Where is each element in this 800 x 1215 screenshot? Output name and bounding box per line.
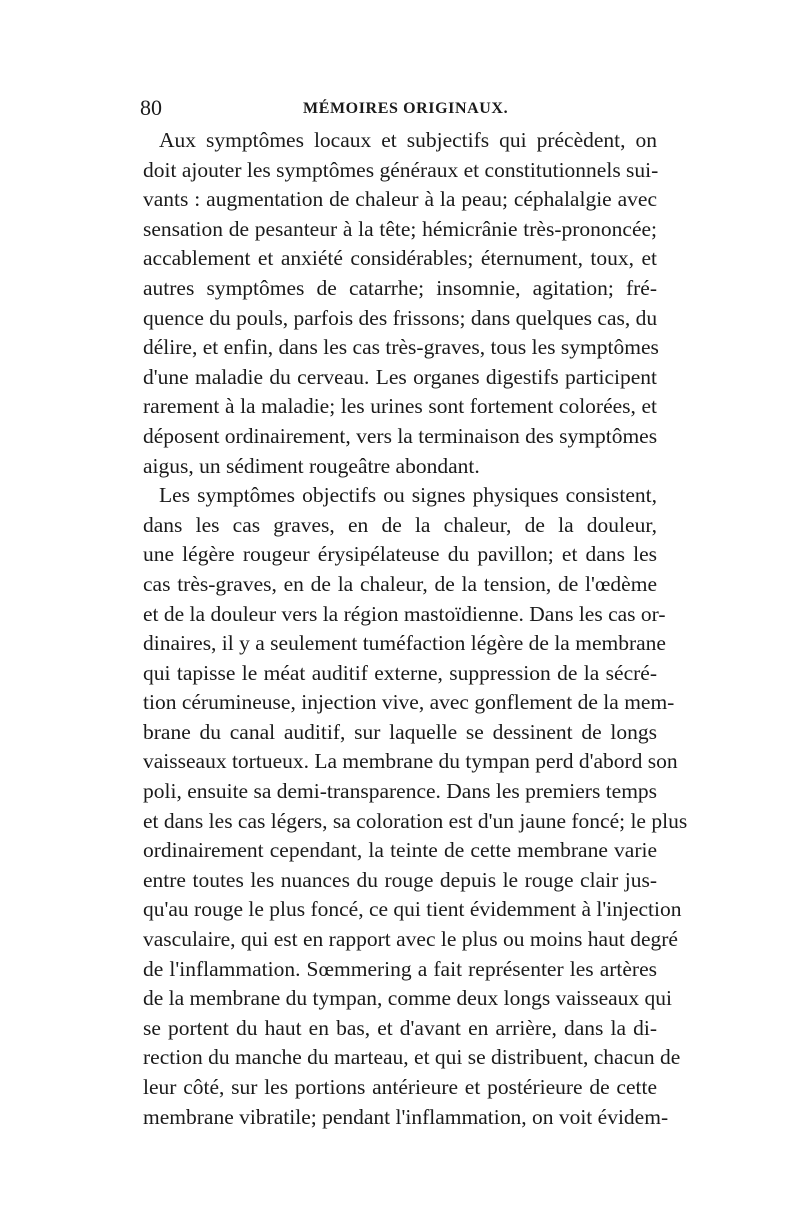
text-line: qu'au rouge le plus foncé, ce qui tient évidemment à l'injection [143, 897, 682, 922]
text-line: aigus, un sédiment rougeâtre abondant. [143, 453, 480, 478]
text-line: autres symptômes de catarrhe; insomnie, agitation; fré- [143, 275, 657, 300]
text-line: cas très-graves, en de la chaleur, de la tension, de l'œdème [143, 571, 657, 596]
text-line: quence du pouls, parfois des frissons; dans quelques cas, du [143, 305, 658, 330]
text-line: délire, et enfin, dans les cas très-graves, tous les symptômes [143, 335, 659, 360]
text-line: et dans les cas légers, sa coloration est d'un jaune foncé; le plus [143, 808, 688, 833]
text-line: une légère rougeur érysipélateuse du pavillon; et dans les [143, 542, 657, 567]
text-line: brane du canal auditif, sur laquelle se dessinent de longs [143, 719, 657, 744]
text-line: vants : augmentation de chaleur à la peau; céphalalgie avec [143, 187, 657, 212]
text-line: rection du manche du marteau, et qui se distribuent, chacun de [143, 1045, 681, 1070]
text-line: qui tapisse le méat auditif externe, suppression de la sécré- [143, 660, 657, 685]
text-line: Aux symptômes locaux et subjectifs qui précèdent, on [159, 128, 657, 152]
text-line: dinaires, il y a seulement tuméfaction légère de la membrane [143, 631, 666, 656]
text-line: rarement à la maladie; les urines sont fortement colorées, et [143, 394, 657, 419]
text-line: tion cérumineuse, injection vive, avec gonflement de la mem- [143, 690, 675, 715]
text-line: de la membrane du tympan, comme deux longs vaisseaux qui [143, 986, 673, 1011]
text-line: et de la douleur vers la région mastoïdienne. Dans les cas or- [143, 601, 666, 626]
running-title: MÉMOIRES ORIGINAUX. [303, 100, 509, 117]
text-line: vaisseaux tortueux. La membrane du tympan perd d'abord son [143, 749, 678, 774]
text-line: vasculaire, qui est en rapport avec le plus ou moins haut degré [143, 927, 678, 952]
text-line: sensation de pesanteur à la tête; hémicrânie très-prononcée; [143, 216, 657, 241]
body-text [143, 126, 688, 1132]
text-line: dans les cas graves, en de la chaleur, de la douleur, [143, 512, 657, 537]
text-line: déposent ordinairement, vers la terminaison des symptômes [143, 423, 658, 448]
text-line: poli, ensuite sa demi-transparence. Dans les premiers temps [143, 779, 658, 804]
page-header [140, 94, 670, 126]
text-line: doit ajouter les symptômes généraux et constitutionnels sui- [143, 157, 659, 182]
text-line: se portent du haut en bas, et d'avant en arrière, dans la di- [143, 1015, 657, 1040]
text-line: d'une maladie du cerveau. Les organes digestifs participent [143, 364, 657, 389]
text-line: Les symptômes objectifs ou signes physiques consistent, [159, 483, 657, 508]
text-line: leur côté, sur les portions antérieure et postérieure de cette [143, 1075, 657, 1099]
text-line: entre toutes les nuances du rouge depuis le rouge clair jus- [143, 867, 657, 892]
text-line: ordinairement cependant, la teinte de cette membrane varie [143, 838, 657, 863]
text-line: accablement et anxiété considérables; éternument, toux, et [143, 246, 657, 271]
text-line: de l'inflammation. Sœmmering a fait représenter les artères [143, 956, 657, 981]
text-line: membrane vibratile; pendant l'inflammation, on voit évidem- [143, 1104, 669, 1129]
page-number: 80 [140, 95, 162, 120]
